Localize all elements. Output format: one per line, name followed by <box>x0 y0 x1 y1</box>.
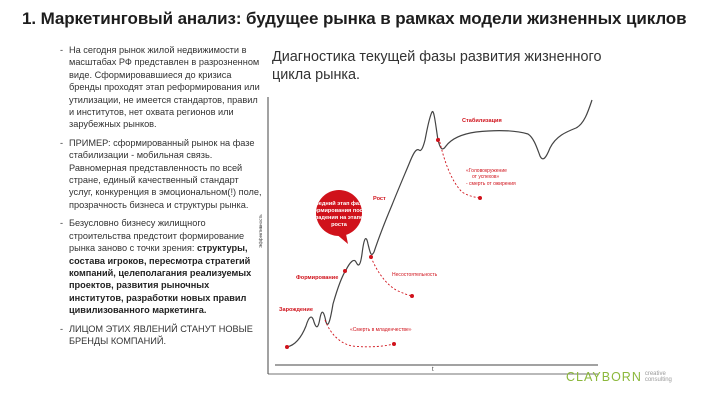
logo-wordmark: CLAYBORN <box>566 370 642 384</box>
annotation-infancy-death: «Смерть в младенчестве» <box>350 327 412 333</box>
annotation-obesity-1: «Головокружение <box>466 168 507 174</box>
bullet-text: На сегодня рынок жилой недвижимости в масштабах РФ представлен в разрозненном виде. Сформировавшиеся до кризиса бренды проходят этап реформирования или утилизации, не имеется стандартов, правил и институтов, нет охвата регионов или зарубежных рынков. <box>69 45 260 130</box>
slide-title: 1. Маркетинговый анализ: будущее рынка в рамках модели жизненных циклов <box>22 9 687 28</box>
bullet-text: Безусловно бизнесу жилищного строительства предстоит формирование рынка заново с точки зрения: <box>69 218 245 254</box>
callout-bubble <box>309 190 370 244</box>
clayborn-logo <box>566 370 672 384</box>
stage-label-rost: Рост <box>373 196 386 202</box>
callout-line-3: падения на этапе <box>314 215 364 221</box>
logo-subtitle <box>645 371 672 384</box>
annotation-obesity-2: от успехов» <box>472 174 500 180</box>
annotation-insolvency: Несостоятельность <box>392 272 438 278</box>
diagram-title: Диагностика текущей фазы развития жизненного цикла рынка. <box>272 49 602 83</box>
logo-subtitle-line-2: consulting <box>644 377 672 383</box>
bullet-bold-text: структуры, состава игроков, пересмотра стратегий компаний, целеполагания реализуемых проектов, развития рыночных институтов, разработки новых правил цивилизованного маркетинга. <box>69 243 252 316</box>
point-stabilization <box>436 138 440 142</box>
x-axis-label: t <box>432 367 434 373</box>
point-start <box>285 345 289 349</box>
point-insolvency-end <box>410 294 414 298</box>
stage-label-zarozhdenie: Зарождение <box>279 307 313 313</box>
callout-line-1: Средний этап фазы <box>311 201 367 207</box>
point-infancy-end <box>392 342 396 346</box>
decline-path-infancy <box>325 320 394 347</box>
y-axis-label: Эффективность <box>258 214 263 248</box>
bullet-text: ПРИМЕР: сформированный рынок на фазе стабилизации - мобильная связь. Равномерная представленность по всей стране, единый качественный стандарт услуг, конкуренция в эмоциональном(!) поле, прозрачность бизнеса и структуры рынка. <box>69 137 262 210</box>
logo-subtitle-line-1: creative <box>644 370 666 377</box>
callout-line-4: роста <box>331 222 347 228</box>
point-formation <box>343 269 347 273</box>
stage-label-stabilizatsiya: Стабилизация <box>462 118 502 124</box>
point-obesity-end <box>478 196 482 200</box>
bullet-text: ЛИЦОМ ЭТИХ ЯВЛЕНИЙ СТАНУТ НОВЫЕ БРЕНДЫ КОМПАНИЙ. <box>69 323 253 346</box>
point-growth-start <box>369 255 373 259</box>
annotation-obesity-3: - смерть от ожирения <box>466 181 516 187</box>
stage-label-formirovanie: Формирование <box>296 275 339 281</box>
callout-line-2: формирования после <box>308 208 370 214</box>
